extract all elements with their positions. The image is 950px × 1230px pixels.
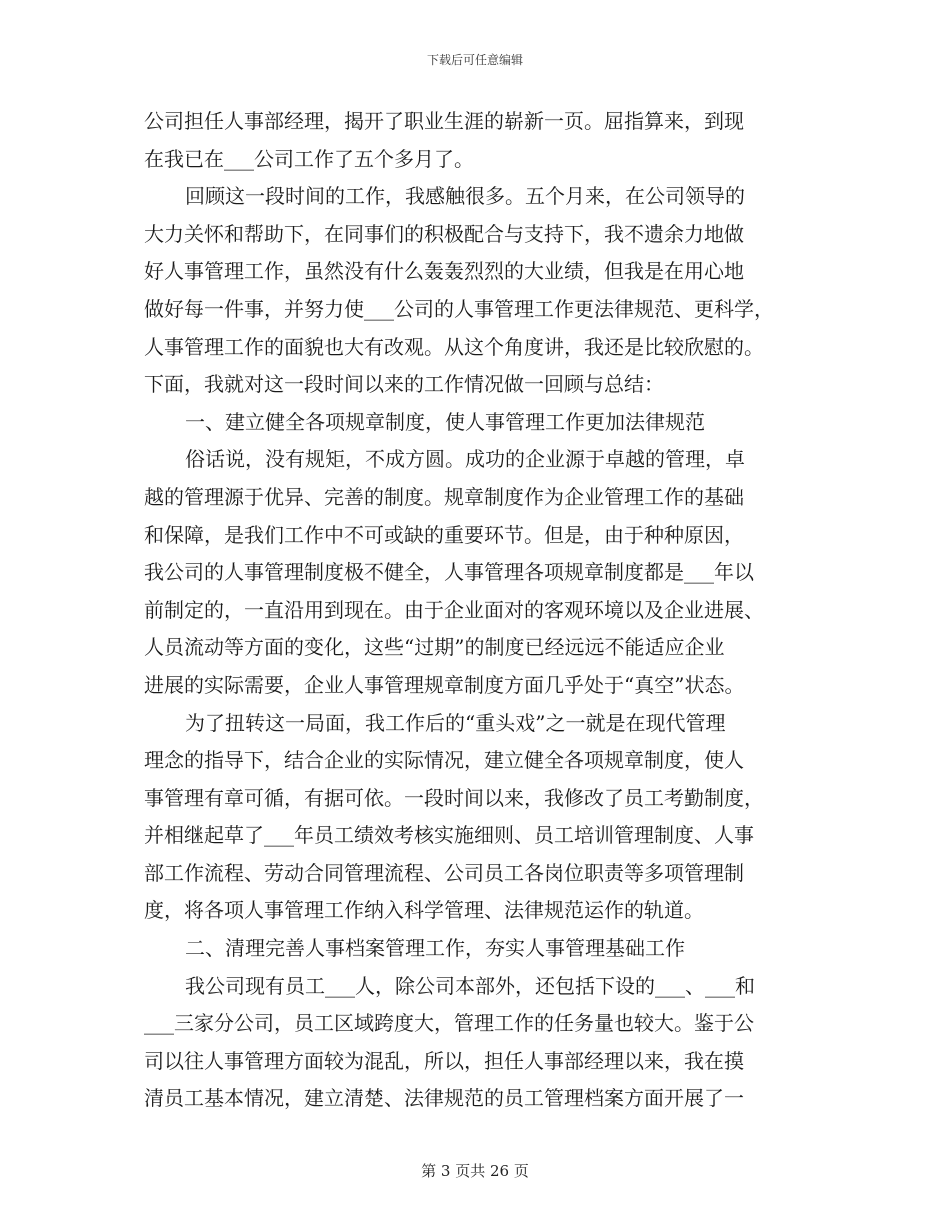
- text-line: 度，将各项人事管理工作纳入科学管理、法律规范运作的轨道。: [144, 898, 704, 923]
- text-line: 清员工基本情况，建立清楚、法律规范的员工管理档案方面开展了一: [144, 1086, 744, 1111]
- text-line: 我公司现有员工___人，除公司本部外，还包括下设的___、___和: [185, 973, 755, 998]
- text-line: 越的管理源于优异、完善的制度。规章制度作为企业管理工作的基础: [144, 484, 744, 509]
- text-line: 理念的指导下，结合企业的实际情况，建立健全各项规章制度，使人: [144, 748, 744, 773]
- text-line: 公司担任人事部经理，揭开了职业生涯的崭新一页。屈指算来，到现: [144, 109, 744, 133]
- text-line: 回顾这一段时间的工作，我感触很多。五个月来，在公司领导的: [185, 184, 745, 209]
- text-line: 下面，我就对这一段时间以来的工作情况做一回顾与总结：: [144, 372, 664, 397]
- text-line: 和保障，是我们工作中不可或缺的重要环节。但是，由于种种原因，: [144, 522, 744, 547]
- text-line: 俗话说，没有规矩，不成方圆。成功的企业源于卓越的管理，卓: [185, 447, 745, 472]
- text-line: 大力关怀和帮助下，在同事们的积极配合与支持下，我不遗余力地做: [144, 221, 744, 246]
- text-line: 部工作流程、劳动合同管理流程、公司员工各岗位职责等多项管理制: [144, 860, 744, 885]
- page-header: 下载后可任意编辑: [426, 53, 523, 67]
- text-line: 事管理有章可循，有据可依。一段时间以来，我修改了员工考勤制度，: [144, 785, 764, 810]
- document-body: [144, 103, 816, 1118]
- text-line: 做好每一件事，并努力使___公司的人事管理工作更法律规范、更科学，: [144, 296, 774, 321]
- text-line: 司以往人事管理方面较为混乱，所以，担任人事部经理以来，我在摸: [144, 1048, 744, 1073]
- text-line: 为了扭转这一局面，我工作后的“重头戏”之一就是在现代管理: [185, 710, 726, 735]
- text-line: 进展的实际需要，企业人事管理规章制度方面几乎处于“真空”状态。: [144, 672, 745, 697]
- text-line: 人员流动等方面的变化，这些“过期”的制度已经远远不能适应企业: [144, 635, 725, 660]
- text-line: 一、建立健全各项规章制度，使人事管理工作更加法律规范: [185, 409, 705, 434]
- text-line: 在我已在___公司工作了五个多月了。: [144, 146, 474, 171]
- page-footer: 第 3 页共 26 页: [421, 1162, 529, 1180]
- text-line: ___三家分公司，员工区域跨度大，管理工作的任务量也较大。鉴于公: [144, 1011, 754, 1036]
- text-line: 并相继起草了___年员工绩效考核实施细则、员工培训管理制度、人事: [144, 823, 754, 848]
- text-line: 前制定的，一直沿用到现在。由于企业面对的客观环境以及企业进展、: [144, 597, 764, 622]
- text-line: 好人事管理工作，虽然没有什么轰轰烈烈的大业绩，但我是在用心地: [144, 259, 744, 284]
- text-line: 我公司的人事管理制度极不健全，人事管理各项规章制度都是___年以: [144, 560, 754, 585]
- text-line: 二、清理完善人事档案管理工作，夯实人事管理基础工作: [185, 936, 685, 961]
- text-line: 人事管理工作的面貌也大有改观。从这个角度讲，我还是比较欣慰的。: [144, 334, 764, 359]
